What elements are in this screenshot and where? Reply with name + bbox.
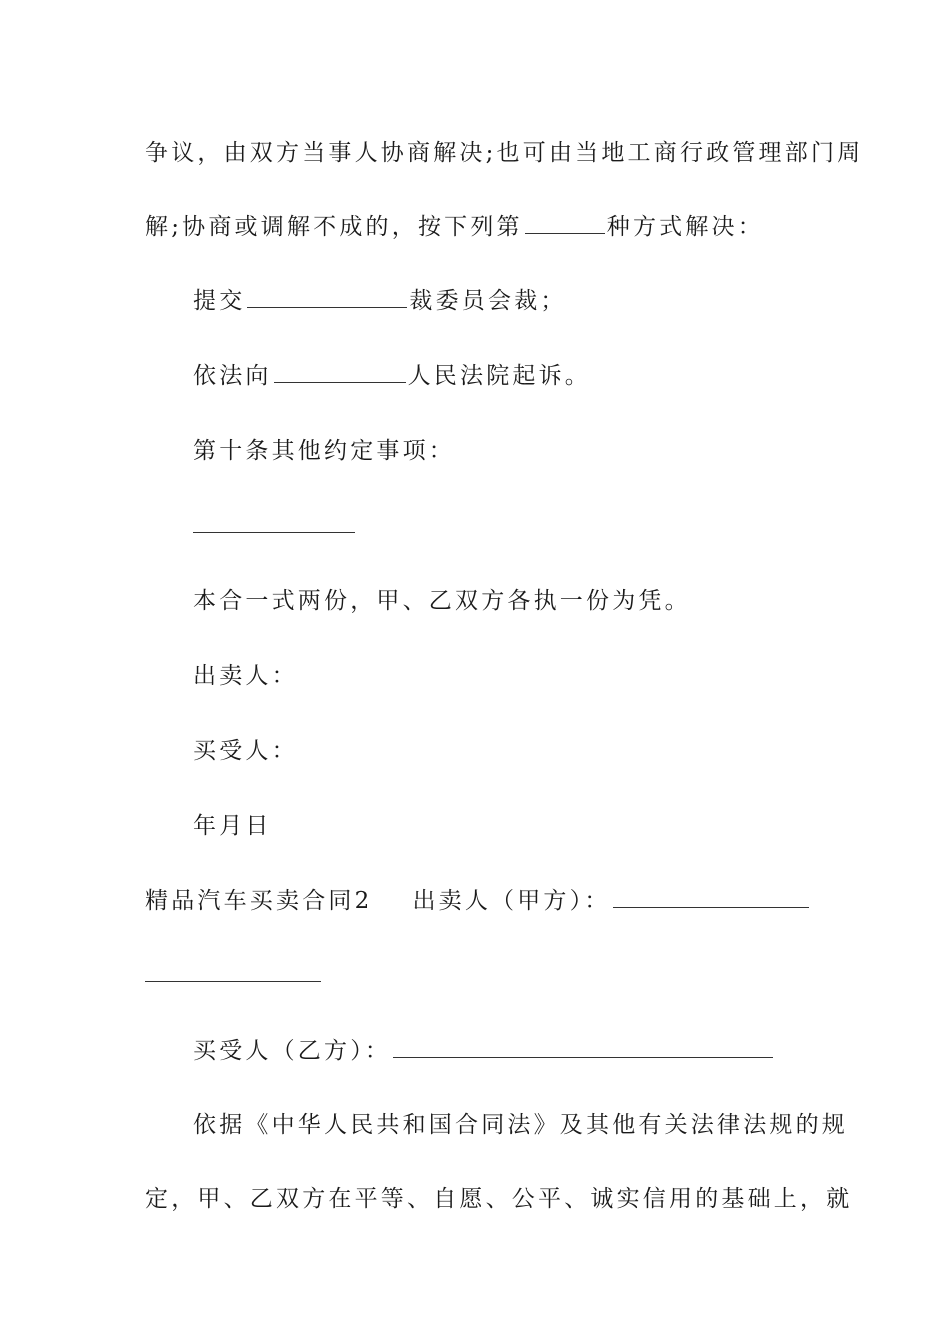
clause-heading	[193, 436, 455, 466]
line-text: 出卖人（甲方）：	[412, 888, 611, 914]
line-text: 出卖人：	[193, 663, 298, 689]
paragraph-line	[145, 212, 764, 242]
fill-in-blank[interactable]	[613, 887, 809, 908]
buyer-signature-line	[193, 736, 298, 766]
buyer-party-line	[193, 1036, 775, 1066]
line-text: 人民法院起诉。	[407, 363, 592, 389]
line-text: 定，甲、乙双方在平等、自愿、公平、诚实信用的基础上，就	[145, 1186, 853, 1212]
fill-in-blank[interactable]	[274, 362, 406, 383]
date-line	[193, 811, 272, 841]
paragraph-line	[145, 1184, 852, 1214]
seller-signature-line	[193, 661, 298, 691]
fill-in-blank[interactable]	[393, 1037, 773, 1058]
fill-in-blank[interactable]	[247, 287, 407, 308]
line-text: 提交	[193, 288, 246, 314]
line-text: 年月日	[193, 813, 272, 839]
fill-in-blank[interactable]	[525, 213, 605, 234]
paragraph-line	[145, 138, 863, 168]
fill-in-blank[interactable]	[193, 512, 355, 533]
contract-title-line	[145, 886, 811, 916]
paragraph-line	[193, 586, 691, 616]
line-text: 解;协商或调解不成的，按下列第	[145, 214, 523, 240]
line-text: 裁委员会裁；	[409, 288, 567, 314]
line-text: 买受人：	[193, 738, 298, 764]
line-text: 第十条其他约定事项：	[193, 438, 455, 464]
line-text: 本合一式两份，甲、乙双方各执一份为凭。	[193, 588, 691, 614]
contract-title: 精品汽车买卖合同2	[145, 888, 373, 914]
court-line	[193, 361, 591, 391]
fill-in-blank[interactable]	[145, 961, 321, 982]
line-text: 依据《中华人民共和国合同法》及其他有关法律法规的规	[193, 1112, 848, 1138]
arbitration-line	[193, 286, 567, 316]
line-text: 种方式解决：	[606, 214, 764, 240]
paragraph-line	[193, 1110, 848, 1140]
blank-line	[193, 511, 355, 541]
line-text: 依法向	[193, 363, 272, 389]
line-text: 争议，由双方当事人协商解决;也可由当地工商行政管理部门周	[145, 140, 864, 166]
line-text: 买受人（乙方）：	[193, 1038, 392, 1064]
blank-line	[145, 960, 321, 990]
